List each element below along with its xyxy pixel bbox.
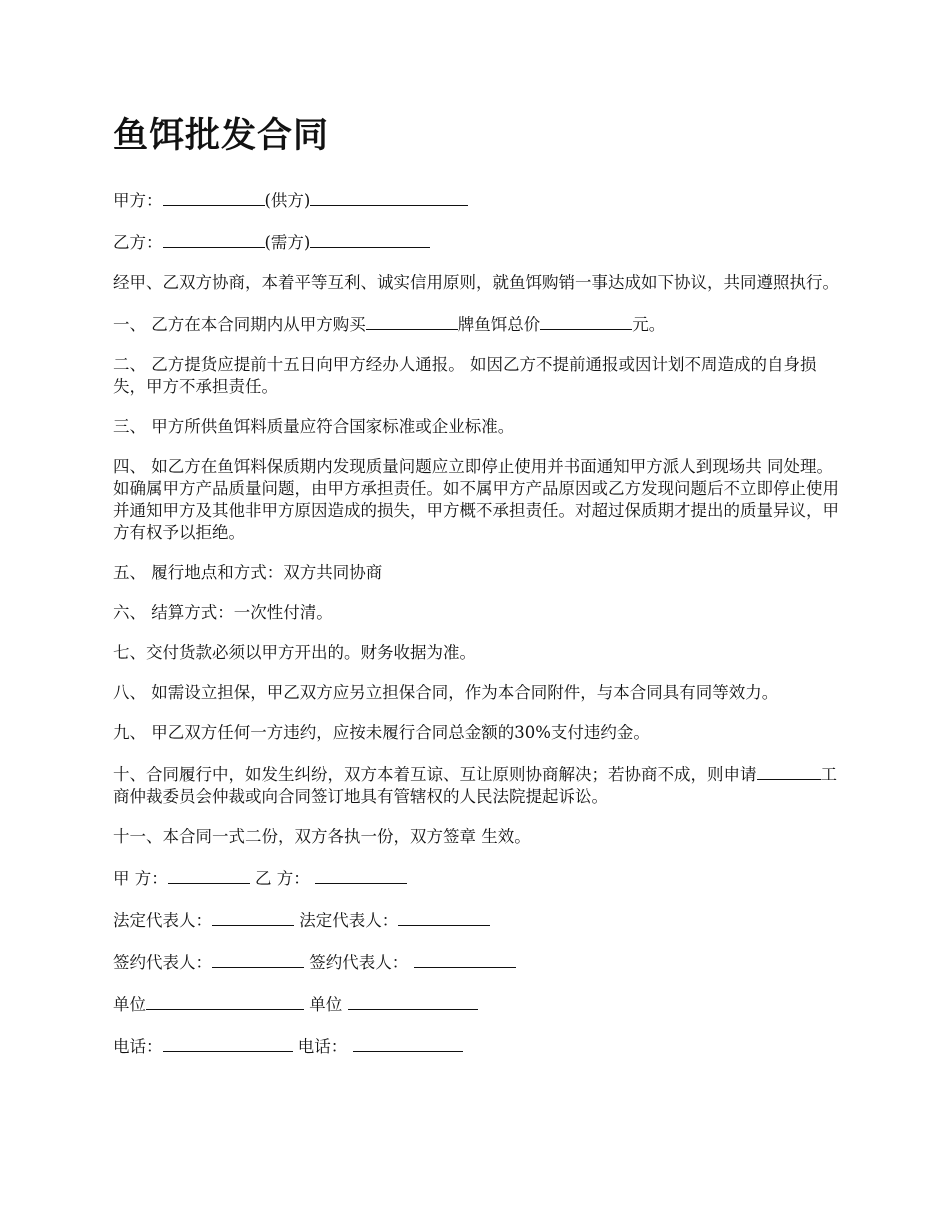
party-a-line: 甲方： (供方) [113, 188, 840, 212]
clause-10: 十、合同履行中，如发生纠纷，双方本着互谅、互让原则协商解决；若协商不成，则申请 工商仲裁委员会仲裁或向合同签订地具有管辖权的人民法院提起诉讼。 [113, 762, 840, 808]
party-b-line: 乙方： (需方) [113, 230, 840, 254]
blank-field [353, 1034, 463, 1052]
blank-field [310, 230, 430, 248]
contract-title: 鱼饵批发合同 [113, 116, 330, 156]
blank-field [212, 908, 294, 926]
clause-9: 九、 甲乙双方任何一方违约，应按未履行合同总金额的30%支付违约金。 [113, 723, 650, 742]
signature-sign-rep: 签约代表人： 签约代表人： [113, 950, 840, 974]
blank-field [315, 866, 407, 884]
blank-field [163, 1034, 293, 1052]
blank-field [310, 188, 468, 206]
clause-5: 五、 履行地点和方式：双方共同协商 [113, 563, 383, 582]
blank-field [212, 950, 304, 968]
blank-field [757, 762, 821, 780]
blank-field [414, 950, 516, 968]
clause-7: 七、交付货款必须以甲方开出的。财务收据为准。 [113, 643, 476, 662]
clause-6: 六、 结算方式：一次性付清。 [113, 603, 333, 622]
signature-phone: 电话： 电话： [113, 1034, 840, 1058]
clause-2: 二、 乙方提货应提前十五日向甲方经办人通报。 如因乙方不提前通报或因计划不周造成的自身损失，甲方不承担责任。 [113, 355, 817, 396]
signature-unit: 单位 单位 [113, 992, 840, 1016]
clause-1: 一、 乙方在本合同期内从甲方购买 牌鱼饵总价 元。 [113, 312, 840, 336]
blank-field [540, 312, 632, 330]
blank-field [366, 312, 458, 330]
signature-legal-rep: 法定代表人： 法定代表人： [113, 908, 840, 932]
clause-4: 四、 如乙方在鱼饵料保质期内发现质量问题应立即停止使用并书面通知甲方派人到现场共 同处理。如确属甲方产品质量问题，由甲方承担责任。如不属甲方产品原因或乙方发现问题后不立即停止使用并通知甲方及其他非甲方原因造成的损失，甲方概不承担责任。对超过保质期才提出的质量异议，甲方有权予以拒绝。 [113, 457, 839, 542]
blank-field [163, 230, 265, 248]
blank-field [163, 188, 265, 206]
clause-11: 十一、本合同一式二份，双方各执一份，双方签章 生效。 [113, 827, 531, 846]
clause-3: 三、 甲方所供鱼饵料质量应符合国家标准或企业标准。 [113, 417, 515, 436]
intro-paragraph: 经甲、乙双方协商，本着平等互利、诚实信用原则，就鱼饵购销一事达成如下协议，共同遵照执行。 [113, 273, 839, 292]
blank-field [398, 908, 490, 926]
blank-field [168, 866, 250, 884]
signature-parties: 甲 方： 乙 方： [113, 866, 840, 890]
blank-field [348, 992, 478, 1010]
blank-field [146, 992, 304, 1010]
clause-8: 八、 如需设立担保，甲乙双方应另立担保合同，作为本合同附件，与本合同具有同等效力。 [113, 683, 779, 702]
